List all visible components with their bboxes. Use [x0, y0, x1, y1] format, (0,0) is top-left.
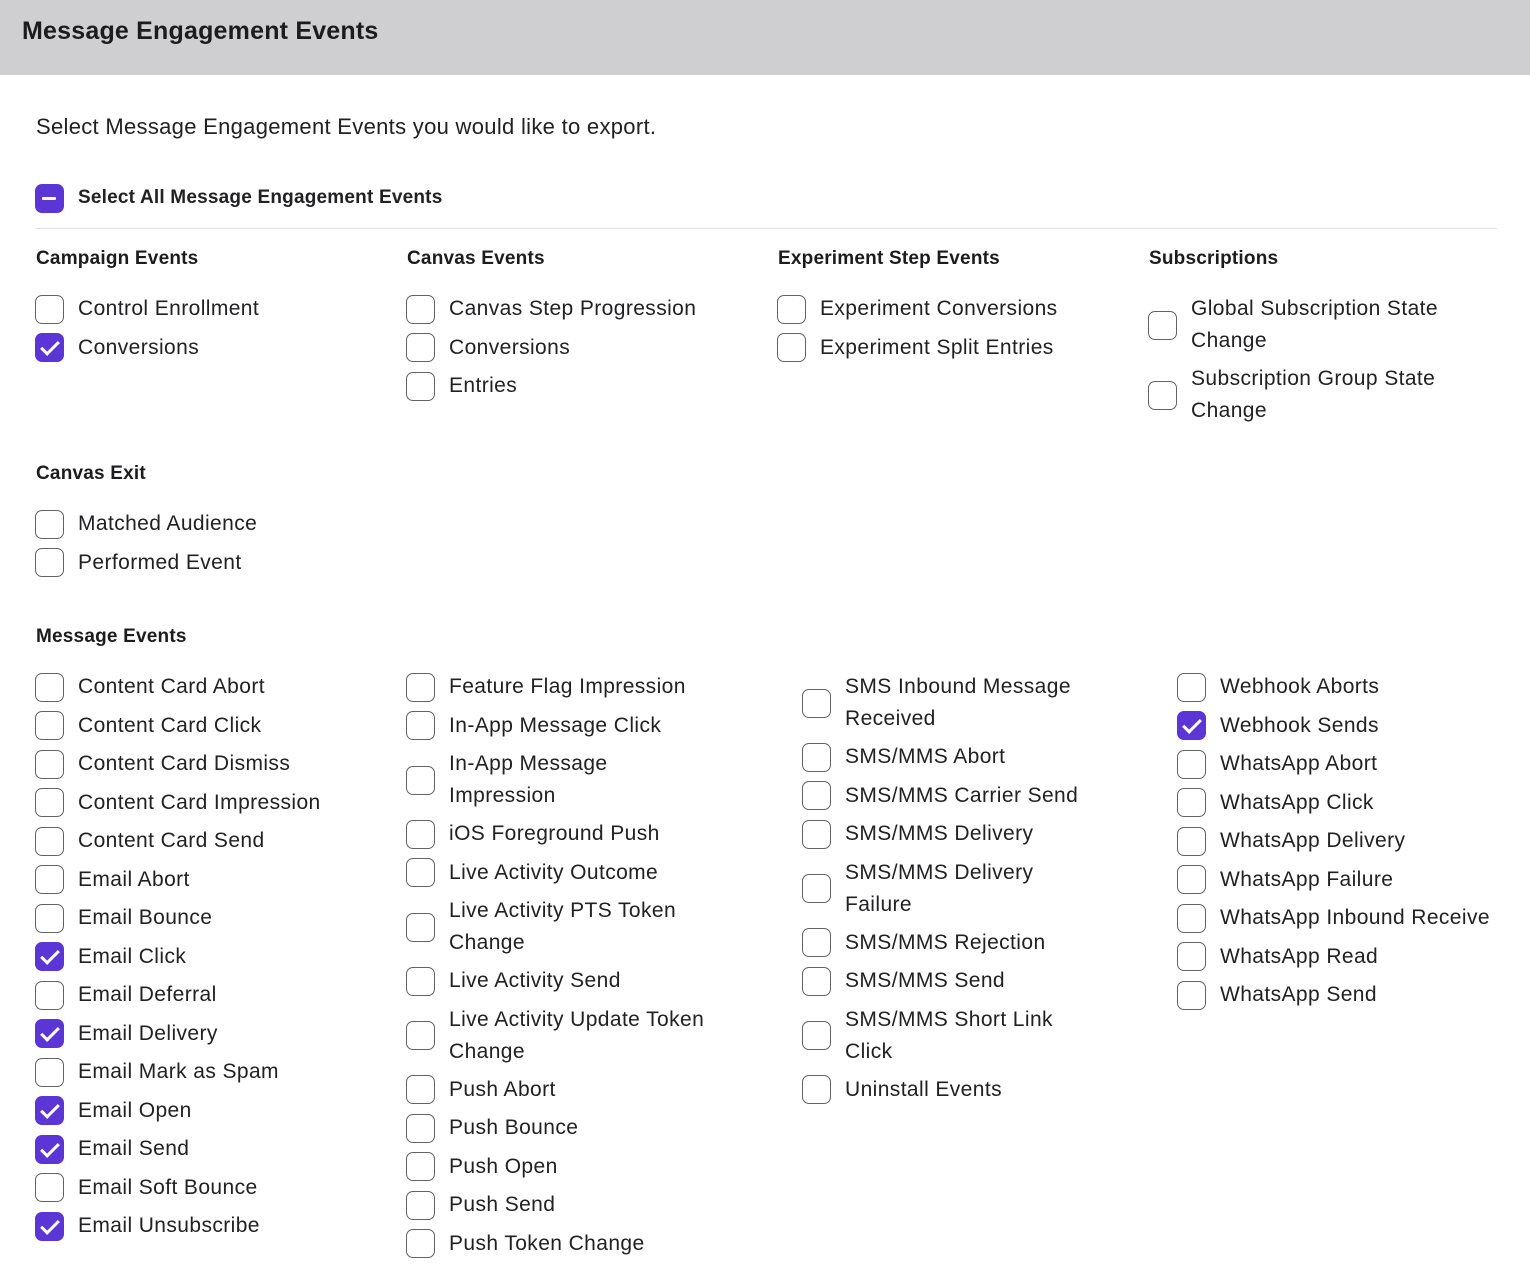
- unchecked-checkbox-icon[interactable]: [35, 673, 64, 702]
- checkbox-item-email-delivery[interactable]: [35, 1015, 395, 1054]
- checkbox-label: Email Delivery: [78, 1021, 218, 1045]
- checkbox-label: SMS Inbound Message Received: [845, 675, 1071, 730]
- unchecked-checkbox-icon[interactable]: [802, 967, 831, 996]
- checkbox-item-push-open[interactable]: [406, 1148, 736, 1187]
- checkbox-item-content-card-send[interactable]: [35, 822, 395, 861]
- checkbox-label: Push Bounce: [449, 1116, 579, 1140]
- checkbox-item-email-mark-as-spam[interactable]: [35, 1053, 395, 1092]
- checkbox-item-ios-foreground-push[interactable]: [406, 815, 736, 854]
- checkbox-label: In-App Message Click: [449, 713, 662, 737]
- checkbox-label: Global Subscription State Change: [1191, 297, 1438, 352]
- checkbox-item-subscription-group-state-change[interactable]: [1148, 360, 1458, 430]
- unchecked-checkbox-icon[interactable]: [1148, 381, 1177, 410]
- unchecked-checkbox-icon[interactable]: [802, 781, 831, 810]
- checkbox-label: SMS/MMS Abort: [845, 745, 1006, 769]
- unchecked-checkbox-icon[interactable]: [1177, 673, 1206, 702]
- checkbox-item-live-activity-send[interactable]: [406, 962, 736, 1001]
- checkbox-label: Conversions: [78, 335, 200, 359]
- unchecked-checkbox-icon[interactable]: [35, 981, 64, 1010]
- checkbox-label: Uninstall Events: [845, 1077, 1002, 1101]
- checkbox-label: Push Open: [449, 1154, 558, 1178]
- checked-checkbox-icon[interactable]: [35, 1096, 64, 1125]
- checkbox-item-email-bounce[interactable]: [35, 899, 395, 938]
- checkbox-label: Experiment Conversions: [820, 297, 1058, 321]
- unchecked-checkbox-icon[interactable]: [802, 689, 831, 718]
- unchecked-checkbox-icon[interactable]: [35, 750, 64, 779]
- divider: [35, 228, 1497, 229]
- checkbox-label: Content Card Send: [78, 829, 265, 853]
- checkbox-label: Live Activity Send: [449, 969, 621, 993]
- intro-text: Select Message Engagement Events you would like to export.: [36, 114, 657, 139]
- unchecked-checkbox-icon[interactable]: [35, 1173, 64, 1202]
- checkbox-item-whatsapp-abort[interactable]: [1177, 745, 1517, 784]
- unchecked-checkbox-icon[interactable]: [406, 333, 435, 362]
- unchecked-checkbox-icon[interactable]: [406, 858, 435, 887]
- checkbox-item-push-token-change[interactable]: [406, 1225, 736, 1264]
- unchecked-checkbox-icon[interactable]: [777, 295, 806, 324]
- select-all-label: Select All Message Engagement Events: [78, 187, 443, 208]
- checkbox-item-email-send[interactable]: [35, 1130, 395, 1169]
- checkbox-item-live-activity-pts-token-change[interactable]: [406, 892, 736, 962]
- unchecked-checkbox-icon[interactable]: [802, 1021, 831, 1050]
- checkbox-label: Content Card Impression: [78, 790, 321, 814]
- checkbox-label: iOS Foreground Push: [449, 822, 660, 846]
- checkbox-item-email-open[interactable]: [35, 1092, 395, 1131]
- checkbox-item-email-abort[interactable]: [35, 861, 395, 900]
- unchecked-checkbox-icon[interactable]: [406, 711, 435, 740]
- checkbox-label: Email Deferral: [78, 983, 217, 1007]
- checkbox-item-whatsapp-click[interactable]: [1177, 784, 1517, 823]
- checkbox-item-in-app-message-impression[interactable]: [406, 745, 736, 815]
- checkbox-label: Live Activity PTS Token Change: [449, 899, 677, 954]
- unchecked-checkbox-icon[interactable]: [406, 372, 435, 401]
- unchecked-checkbox-icon[interactable]: [406, 1114, 435, 1143]
- unchecked-checkbox-icon[interactable]: [406, 766, 435, 795]
- checked-checkbox-icon[interactable]: [35, 942, 64, 971]
- checkbox-label: Control Enrollment: [78, 297, 260, 321]
- unchecked-checkbox-icon[interactable]: [406, 295, 435, 324]
- checkbox-label: SMS/MMS Rejection: [845, 930, 1046, 954]
- checkbox-label: Matched Audience: [78, 512, 258, 536]
- checkbox-item-sms-mms-short-link-click[interactable]: [802, 1001, 1132, 1071]
- checkbox-label: Email Mark as Spam: [78, 1060, 279, 1084]
- checkbox-label: WhatsApp Send: [1220, 983, 1377, 1007]
- checkbox-label: Push Token Change: [449, 1231, 645, 1255]
- experiment-step-events-heading: Experiment Step Events: [778, 248, 1000, 269]
- checkbox-item-push-abort[interactable]: [406, 1071, 736, 1110]
- unchecked-checkbox-icon[interactable]: [406, 1191, 435, 1220]
- checkbox-label: Webhook Aborts: [1220, 675, 1380, 699]
- indeterminate-checkbox-icon[interactable]: [35, 184, 64, 213]
- unchecked-checkbox-icon[interactable]: [802, 874, 831, 903]
- checkbox-label: Webhook Sends: [1220, 713, 1379, 737]
- checkbox-item-sms-mms-delivery[interactable]: [802, 815, 1132, 854]
- checkbox-item-webhook-sends[interactable]: [1177, 707, 1517, 746]
- checkbox-item-content-card-dismiss[interactable]: [35, 745, 395, 784]
- checkbox-item-entries[interactable]: [406, 367, 756, 406]
- checkbox-item-whatsapp-read[interactable]: [1177, 938, 1517, 977]
- unchecked-checkbox-icon[interactable]: [1177, 981, 1206, 1010]
- unchecked-checkbox-icon[interactable]: [406, 913, 435, 942]
- unchecked-checkbox-icon[interactable]: [406, 1152, 435, 1181]
- unchecked-checkbox-icon[interactable]: [802, 1075, 831, 1104]
- checkbox-label: Email Send: [78, 1137, 190, 1161]
- unchecked-checkbox-icon[interactable]: [777, 333, 806, 362]
- checkbox-item-uninstall-events[interactable]: [802, 1071, 1132, 1110]
- unchecked-checkbox-icon[interactable]: [1177, 865, 1206, 894]
- checked-checkbox-icon[interactable]: [35, 1212, 64, 1241]
- checkbox-label: SMS/MMS Delivery Failure: [845, 860, 1034, 916]
- checkbox-label: WhatsApp Failure: [1220, 867, 1394, 891]
- checkbox-item-content-card-click[interactable]: [35, 707, 395, 746]
- checkbox-item-content-card-impression[interactable]: [35, 784, 395, 823]
- checkbox-item-sms-inbound-message-received[interactable]: [802, 668, 1132, 738]
- unchecked-checkbox-icon[interactable]: [35, 788, 64, 817]
- unchecked-checkbox-icon[interactable]: [802, 743, 831, 772]
- checkbox-label: Canvas Step Progression: [449, 297, 697, 321]
- unchecked-checkbox-icon[interactable]: [1148, 311, 1177, 340]
- checkbox-label: Live Activity Outcome: [449, 860, 659, 884]
- subscriptions-heading: Subscriptions: [1149, 248, 1279, 269]
- page-title: Message Engagement Events: [22, 17, 379, 45]
- checkbox-item-live-activity-outcome[interactable]: [406, 854, 736, 893]
- checkbox-item-email-unsubscribe[interactable]: [35, 1207, 395, 1246]
- checkbox-item-performed-event[interactable]: [35, 544, 385, 583]
- checkbox-label: Live Activity Update Token Change: [449, 1007, 705, 1063]
- checkbox-label: WhatsApp Abort: [1220, 752, 1378, 776]
- unchecked-checkbox-icon[interactable]: [406, 967, 435, 996]
- checkbox-item-live-activity-update-token-change[interactable]: [406, 1001, 736, 1071]
- checkbox-label: Feature Flag Impression: [449, 675, 686, 699]
- canvas-exit-heading: Canvas Exit: [36, 463, 146, 484]
- checkbox-item-push-bounce[interactable]: [406, 1109, 736, 1148]
- checkbox-label: WhatsApp Inbound Receive: [1220, 906, 1490, 930]
- checkbox-label: Email Click: [78, 944, 187, 968]
- checkbox-label: Email Soft Bounce: [78, 1175, 258, 1199]
- checkbox-item-control-enrollment[interactable]: [35, 290, 385, 329]
- checkbox-item-in-app-message-click[interactable]: [406, 707, 736, 746]
- checkbox-item-global-subscription-state-change[interactable]: [1148, 290, 1458, 360]
- checkbox-label: Email Bounce: [78, 906, 213, 930]
- message-events-column-4: [1177, 668, 1517, 1015]
- checkbox-item-whatsapp-delivery[interactable]: [1177, 822, 1517, 861]
- canvas-events-heading: Canvas Events: [407, 248, 545, 269]
- checkbox-item-webhook-aborts[interactable]: [1177, 668, 1517, 707]
- checkbox-label: In-App Message Impression: [449, 752, 608, 807]
- checkbox-label: Content Card Dismiss: [78, 752, 291, 776]
- panel-header: [0, 0, 1530, 75]
- checked-checkbox-icon[interactable]: [35, 1019, 64, 1048]
- checkbox-item-feature-flag-impression[interactable]: [406, 668, 736, 707]
- checkbox-label: SMS/MMS Carrier Send: [845, 783, 1079, 807]
- message-events-column-2: [406, 668, 736, 1263]
- checkbox-item-email-deferral[interactable]: [35, 976, 395, 1015]
- checkbox-label: Performed Event: [78, 550, 242, 574]
- unchecked-checkbox-icon[interactable]: [35, 711, 64, 740]
- checkbox-item-sms-mms-send[interactable]: [802, 962, 1132, 1001]
- checkbox-label: Entries: [449, 374, 518, 398]
- checked-checkbox-icon[interactable]: [1177, 711, 1206, 740]
- checkbox-item-whatsapp-inbound-receive[interactable]: [1177, 899, 1517, 938]
- unchecked-checkbox-icon[interactable]: [1177, 827, 1206, 856]
- unchecked-checkbox-icon[interactable]: [406, 1021, 435, 1050]
- unchecked-checkbox-icon[interactable]: [35, 827, 64, 856]
- checkbox-item-sms-mms-abort[interactable]: [802, 738, 1132, 777]
- checkbox-label: Email Unsubscribe: [78, 1214, 260, 1238]
- checkbox-item-sms-mms-rejection[interactable]: [802, 924, 1132, 963]
- unchecked-checkbox-icon[interactable]: [1177, 942, 1206, 971]
- checkbox-item-content-card-abort[interactable]: [35, 668, 395, 707]
- checkbox-item-sms-mms-delivery-failure[interactable]: [802, 854, 1132, 924]
- checkbox-label: Email Open: [78, 1098, 192, 1122]
- unchecked-checkbox-icon[interactable]: [1177, 788, 1206, 817]
- checkbox-label: Push Abort: [449, 1077, 556, 1101]
- message-events-column-1: [35, 668, 395, 1246]
- unchecked-checkbox-icon[interactable]: [35, 510, 64, 539]
- checkbox-label: Push Send: [449, 1193, 556, 1217]
- subscriptions-list: [1148, 290, 1458, 430]
- checkbox-label: Content Card Click: [78, 713, 262, 737]
- canvas-exit-list: [35, 505, 385, 582]
- checkbox-item-whatsapp-send[interactable]: [1177, 976, 1517, 1015]
- checkbox-item-conversions[interactable]: [406, 329, 756, 368]
- unchecked-checkbox-icon[interactable]: [406, 673, 435, 702]
- checkbox-label: Subscription Group State Change: [1191, 367, 1436, 422]
- checkbox-item-sms-mms-carrier-send[interactable]: [802, 777, 1132, 816]
- checkbox-item-push-send[interactable]: [406, 1186, 736, 1225]
- campaign-events-list: [35, 290, 385, 367]
- unchecked-checkbox-icon[interactable]: [35, 548, 64, 577]
- checkbox-label: Content Card Abort: [78, 675, 265, 699]
- checkbox-item-canvas-step-progression[interactable]: [406, 290, 756, 329]
- checkbox-label: WhatsApp Click: [1220, 790, 1374, 814]
- message-events-column-3: [802, 668, 1132, 1109]
- unchecked-checkbox-icon[interactable]: [406, 1075, 435, 1104]
- checkbox-label: Conversions: [449, 335, 571, 359]
- checkbox-item-experiment-split-entries[interactable]: [777, 329, 1127, 368]
- experiment-step-events-list: [777, 290, 1127, 367]
- checkbox-label: SMS/MMS Short Link Click: [845, 1007, 1053, 1063]
- select-all-checkbox[interactable]: [35, 183, 442, 213]
- unchecked-checkbox-icon[interactable]: [1177, 750, 1206, 779]
- checkbox-label: Experiment Split Entries: [820, 335, 1054, 359]
- unchecked-checkbox-icon[interactable]: [35, 865, 64, 894]
- checkbox-item-email-soft-bounce[interactable]: [35, 1169, 395, 1208]
- checkbox-label: WhatsApp Delivery: [1220, 829, 1406, 853]
- checkbox-item-email-click[interactable]: [35, 938, 395, 977]
- unchecked-checkbox-icon[interactable]: [406, 820, 435, 849]
- canvas-events-list: [406, 290, 756, 406]
- checkbox-item-whatsapp-failure[interactable]: [1177, 861, 1517, 900]
- unchecked-checkbox-icon[interactable]: [802, 928, 831, 957]
- checked-checkbox-icon[interactable]: [35, 1135, 64, 1164]
- checkbox-label: Email Abort: [78, 867, 190, 891]
- message-events-heading: Message Events: [36, 626, 187, 647]
- unchecked-checkbox-icon[interactable]: [406, 1229, 435, 1258]
- unchecked-checkbox-icon[interactable]: [35, 1058, 64, 1087]
- checkbox-item-matched-audience[interactable]: [35, 505, 385, 544]
- checkbox-label: SMS/MMS Delivery: [845, 822, 1034, 846]
- unchecked-checkbox-icon[interactable]: [35, 904, 64, 933]
- checkbox-item-experiment-conversions[interactable]: [777, 290, 1127, 329]
- checkbox-item-conversions[interactable]: [35, 329, 385, 368]
- unchecked-checkbox-icon[interactable]: [802, 820, 831, 849]
- checkbox-label: SMS/MMS Send: [845, 969, 1006, 993]
- unchecked-checkbox-icon[interactable]: [35, 295, 64, 324]
- unchecked-checkbox-icon[interactable]: [1177, 904, 1206, 933]
- campaign-events-heading: Campaign Events: [36, 248, 199, 269]
- checked-checkbox-icon[interactable]: [35, 333, 64, 362]
- checkbox-label: WhatsApp Read: [1220, 944, 1379, 968]
